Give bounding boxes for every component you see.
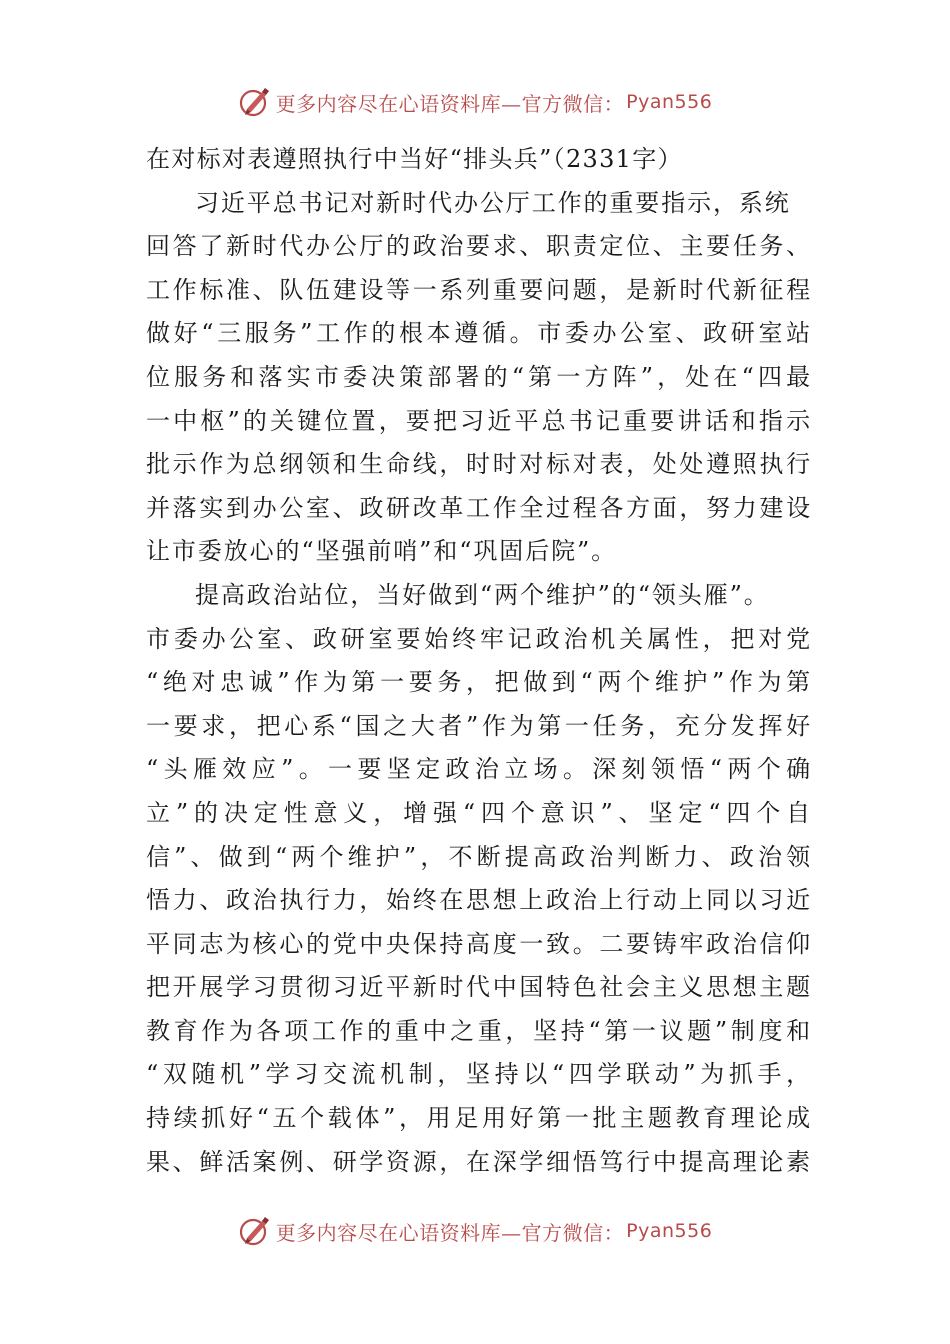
- paragraph-line: 市委办公室、政研室要始终牢记政治机关属性，把对党: [146, 624, 812, 653]
- watermark-text: 更多内容尽在心语资料库—官方微信：: [275, 1220, 625, 1245]
- paragraph-line: 让市委放心的“坚强前哨”和“巩固后院”。: [146, 537, 618, 566]
- paragraph-line: “双随机”学习交流机制，坚持以“四学联动”为抓手，: [146, 1060, 812, 1089]
- paragraph-line: 把开展学习贯彻习近平新时代中国特色社会主义思想主题: [146, 973, 812, 1002]
- paragraph-line: 一要求，把心系“国之大者”作为第一任务，充分发挥好: [146, 711, 812, 740]
- header-watermark: [0, 82, 950, 122]
- paragraph-line: 果、鲜活案例、研学资源，在深学细悟笃行中提高理论素: [146, 1147, 812, 1176]
- paragraph-line: “头雁效应”。一要坚定政治立场。深刻领悟“两个确: [146, 755, 812, 784]
- pen-logo-icon: [238, 1214, 272, 1248]
- document-title: 在对标对表遵照执行中当好“排头兵”（2331字）: [146, 145, 683, 173]
- paragraph-line: 做好“三服务”工作的根本遵循。市委办公室、政研室站: [146, 319, 812, 348]
- paragraph-line: 并落实到办公室、政研改革工作全过程各方面，努力建设: [146, 493, 812, 522]
- footer-watermark: [0, 1211, 950, 1251]
- paragraph-line: 习近平总书记对新时代办公厅工作的重要指示，系统: [195, 188, 791, 217]
- paragraph-line: 信”、做到“两个维护”，不断提高政治判断力、政治领: [146, 842, 812, 871]
- paragraph-line: 批示作为总纲领和生命线，时时对标对表，处处遵照执行: [146, 450, 812, 479]
- document-body: [146, 138, 812, 1184]
- paragraph-line: 回答了新时代办公厅的政治要求、职责定位、主要任务、: [146, 232, 812, 261]
- paragraph-line: 位服务和落实市委决策部署的“第一方阵”，处在“四最: [146, 362, 812, 391]
- paragraph-line: 平同志为核心的党中央保持高度一致。二要铸牢政治信仰: [146, 929, 812, 958]
- pen-logo-icon: [238, 85, 272, 119]
- paragraph-line: 教育作为各项工作的重中之重，坚持“第一议题”制度和: [146, 1016, 812, 1045]
- paragraph-line: 悟力、政治执行力，始终在思想上政治上行动上同以习近: [146, 886, 812, 915]
- paragraph-line: “绝对忠诚”作为第一要务，把做到“两个维护”作为第: [146, 668, 812, 697]
- watermark-wechat-id: Pyan556: [626, 1220, 713, 1242]
- paragraph-line: 一中枢”的关键位置，要把习近平总书记重要讲话和指示: [146, 406, 812, 435]
- watermark-wechat-id: Pyan556: [626, 91, 713, 113]
- paragraph-line: 持续抓好“五个载体”，用足用好第一批主题教育理论成: [146, 1104, 812, 1133]
- watermark-text: 更多内容尽在心语资料库—官方微信：: [275, 91, 625, 116]
- paragraph-line: 提高政治站位，当好做到“两个维护”的“领头雁”。: [195, 580, 770, 609]
- paragraph-line: 工作标准、队伍建设等一系列重要问题，是新时代新征程: [146, 275, 812, 304]
- paragraph-line: 立”的决定性意义，增强“四个意识”、坚定“四个自: [146, 798, 812, 827]
